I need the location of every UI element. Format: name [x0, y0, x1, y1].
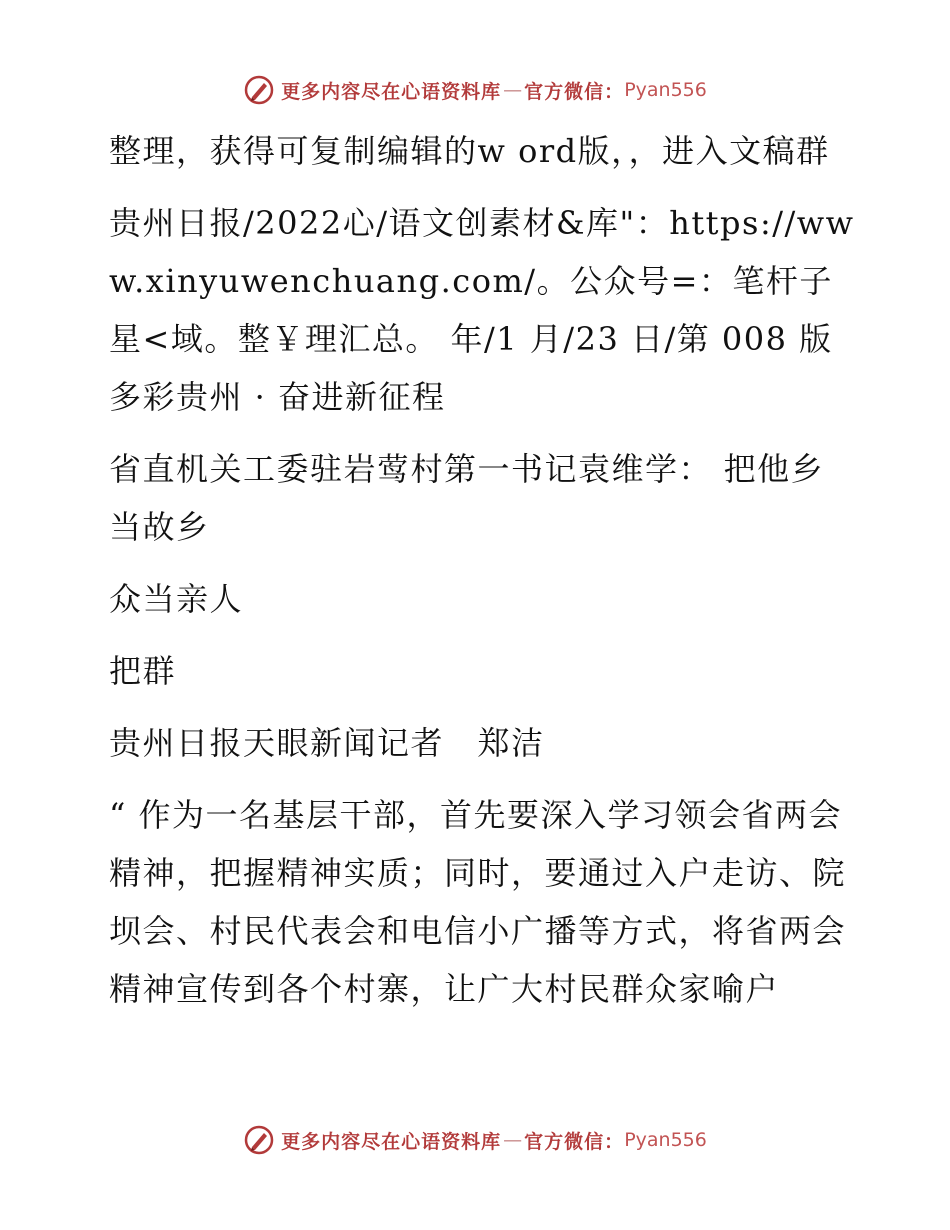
paragraph-byline: 贵州日报天眼新闻记者 郑洁 — [109, 724, 545, 762]
watermark-id: Pyan556 — [624, 1129, 707, 1151]
pen-logo-icon — [243, 1124, 275, 1156]
watermark-separator: — — [503, 1129, 523, 1151]
paragraph-body: “ 作为一名基层干部，首先要深入学习领会省两会精神，把握精神实质；同时，要通过入户走访、院坝会、村民代表会和电信小广播等方式，将省两会精神宣传到各个村寨，让广大村民群众家喻户 — [109, 796, 847, 1008]
paragraph-source: 贵州日报/2022心/语文创素材&库"：https://www.xinyuwenchuang.com/。公众号=：笔杆子星<域。整￥理汇总。 年/1 月/23 日/第 008 版多彩贵州 · 奋进新征程 — [109, 204, 855, 416]
paragraph-headline-cont: 众当亲人 — [109, 580, 244, 618]
header-watermark — [0, 70, 950, 110]
watermark-text — [281, 77, 707, 104]
watermark-main: 更多内容尽在心语资料库 — [281, 80, 502, 103]
document-body — [97, 122, 857, 1018]
paragraph-headline-cont-2: 把群 — [109, 652, 177, 690]
watermark-id: Pyan556 — [624, 79, 707, 101]
watermark-text — [281, 1127, 707, 1154]
watermark-contact: 官方微信： — [524, 1130, 625, 1153]
watermark-main: 更多内容尽在心语资料库 — [281, 1130, 502, 1153]
pen-logo-icon — [243, 74, 275, 106]
footer-watermark — [0, 1120, 950, 1160]
watermark-separator: — — [503, 79, 523, 101]
paragraph-intro: 整理，获得可复制编辑的w ord版，，进入文稿群 — [109, 132, 830, 170]
watermark-contact: 官方微信： — [524, 80, 625, 103]
paragraph-headline: 省直机关工委驻岩莺村第一书记袁维学： 把他乡当故乡 — [109, 450, 825, 546]
